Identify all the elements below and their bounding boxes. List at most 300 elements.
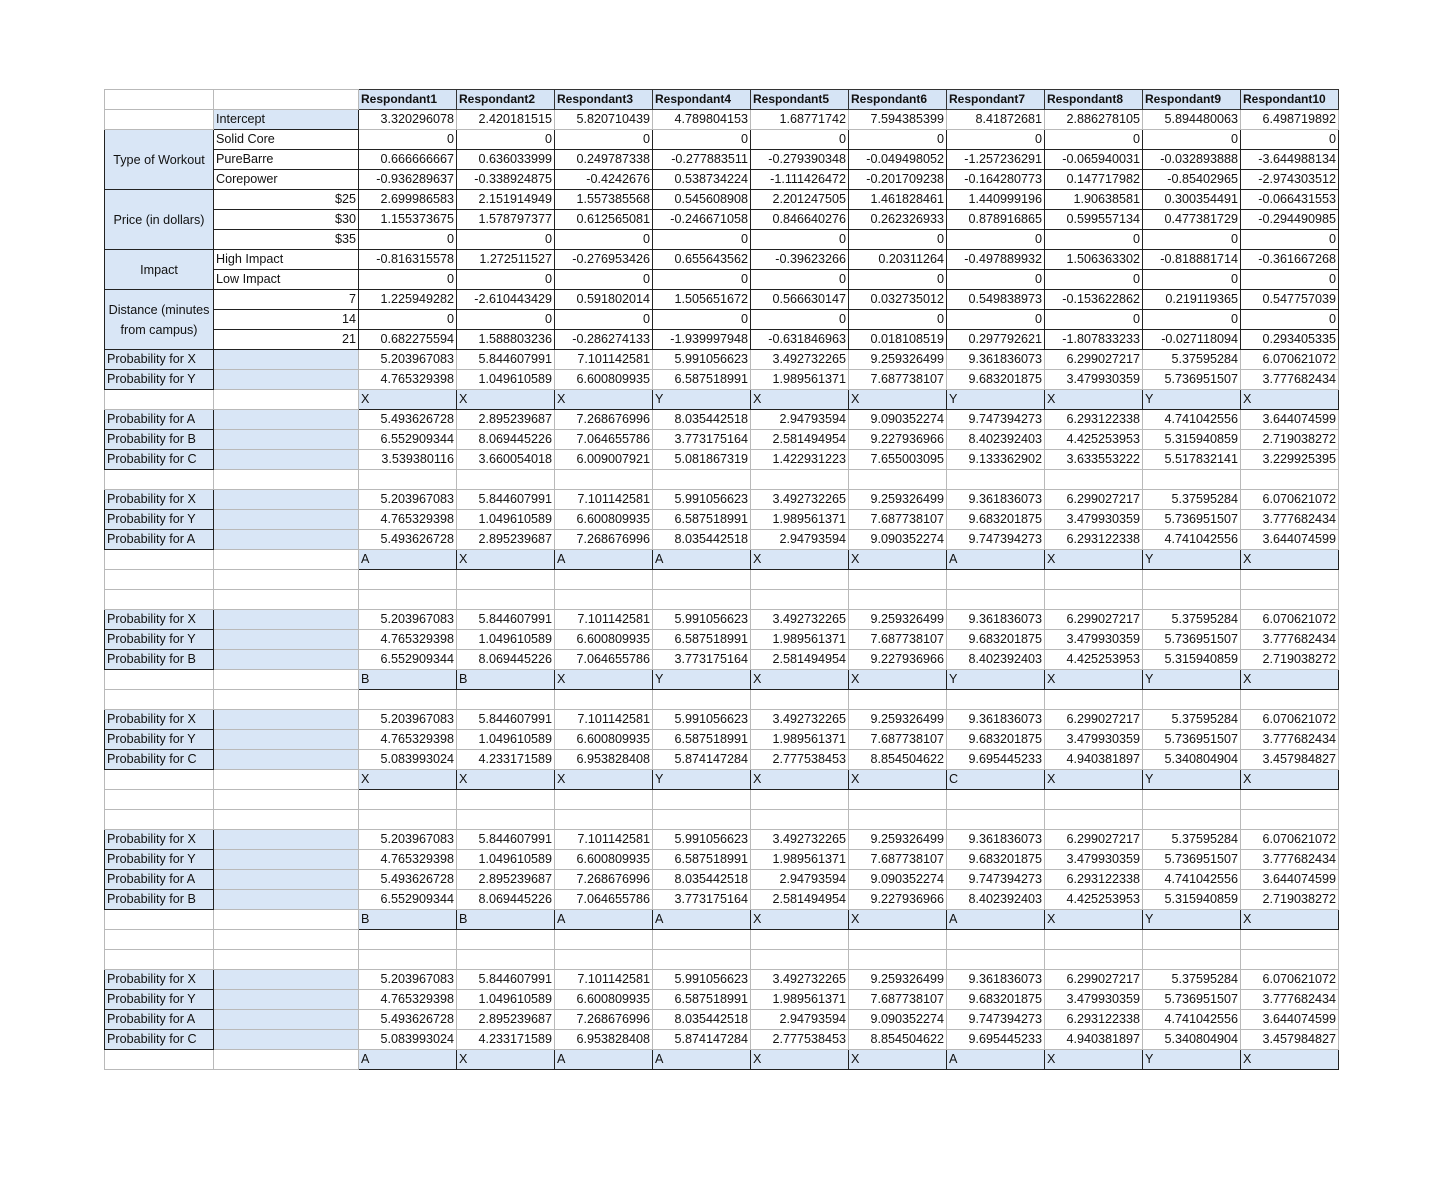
empty-cell[interactable]: [214, 790, 359, 810]
value-cell[interactable]: 6.293122338: [1045, 1010, 1143, 1030]
choice-cell[interactable]: A: [359, 550, 457, 570]
value-cell[interactable]: 5.37595284: [1143, 490, 1241, 510]
probability-label[interactable]: Probability for C: [105, 450, 214, 470]
value-cell[interactable]: 0.262326933: [849, 210, 947, 230]
value-cell[interactable]: 5.874147284: [653, 750, 751, 770]
value-cell[interactable]: 8.41872681: [947, 110, 1045, 130]
value-cell[interactable]: 9.227936966: [849, 650, 947, 670]
value-cell[interactable]: 9.090352274: [849, 410, 947, 430]
value-cell[interactable]: 0: [1045, 230, 1143, 250]
empty-cell[interactable]: [214, 370, 359, 390]
empty-cell[interactable]: [555, 570, 653, 590]
value-cell[interactable]: 7.101142581: [555, 830, 653, 850]
value-cell[interactable]: 0: [457, 310, 555, 330]
choice-cell[interactable]: X: [1241, 770, 1339, 790]
value-cell[interactable]: 2.94793594: [751, 1010, 849, 1030]
value-cell[interactable]: -0.936289637: [359, 170, 457, 190]
empty-cell[interactable]: [214, 850, 359, 870]
value-cell[interactable]: -0.39623266: [751, 250, 849, 270]
value-cell[interactable]: 0.249787338: [555, 150, 653, 170]
value-cell[interactable]: 3.644074599: [1241, 410, 1339, 430]
empty-cell[interactable]: [214, 530, 359, 550]
value-cell[interactable]: 3.457984827: [1241, 1030, 1339, 1050]
empty-cell[interactable]: [947, 570, 1045, 590]
value-cell[interactable]: 6.600809935: [555, 630, 653, 650]
value-cell[interactable]: -1.807833233: [1045, 330, 1143, 350]
choice-cell[interactable]: X: [849, 1050, 947, 1070]
choice-cell[interactable]: A: [359, 1050, 457, 1070]
value-cell[interactable]: 0.147717982: [1045, 170, 1143, 190]
value-cell[interactable]: 1.588803236: [457, 330, 555, 350]
value-cell[interactable]: 0.636033999: [457, 150, 555, 170]
value-cell[interactable]: 4.741042556: [1143, 410, 1241, 430]
empty-cell[interactable]: [849, 570, 947, 590]
value-cell[interactable]: -0.294490985: [1241, 210, 1339, 230]
value-cell[interactable]: 2.581494954: [751, 890, 849, 910]
value-cell[interactable]: 9.259326499: [849, 350, 947, 370]
empty-cell[interactable]: [653, 470, 751, 490]
empty-cell[interactable]: [1045, 810, 1143, 830]
value-cell[interactable]: 0: [849, 270, 947, 290]
empty-cell[interactable]: [1241, 690, 1339, 710]
empty-cell[interactable]: [457, 930, 555, 950]
probability-label[interactable]: Probability for Y: [105, 730, 214, 750]
empty-cell[interactable]: [214, 910, 359, 930]
empty-cell[interactable]: [1143, 930, 1241, 950]
empty-cell[interactable]: [653, 590, 751, 610]
empty-cell[interactable]: [849, 810, 947, 830]
value-cell[interactable]: 5.844607991: [457, 710, 555, 730]
value-cell[interactable]: 0.20311264: [849, 250, 947, 270]
value-cell[interactable]: 1.557385568: [555, 190, 653, 210]
probability-label[interactable]: Probability for X: [105, 830, 214, 850]
value-cell[interactable]: 3.633553222: [1045, 450, 1143, 470]
value-cell[interactable]: 0: [1241, 130, 1339, 150]
value-cell[interactable]: 8.035442518: [653, 1010, 751, 1030]
choice-cell[interactable]: X: [1045, 910, 1143, 930]
value-cell[interactable]: 3.644074599: [1241, 530, 1339, 550]
group-label[interactable]: Distance (minutes from campus): [105, 290, 214, 350]
value-cell[interactable]: 1.506363302: [1045, 250, 1143, 270]
value-cell[interactable]: 0.846640276: [751, 210, 849, 230]
value-cell[interactable]: 9.747394273: [947, 530, 1045, 550]
value-cell[interactable]: 8.035442518: [653, 410, 751, 430]
value-cell[interactable]: 4.765329398: [359, 990, 457, 1010]
value-cell[interactable]: 0: [653, 270, 751, 290]
value-cell[interactable]: 5.493626728: [359, 530, 457, 550]
level-label[interactable]: Corepower: [214, 170, 359, 190]
empty-cell[interactable]: [947, 810, 1045, 830]
empty-cell[interactable]: [849, 690, 947, 710]
value-cell[interactable]: 6.299027217: [1045, 350, 1143, 370]
choice-cell[interactable]: A: [947, 910, 1045, 930]
empty-cell[interactable]: [214, 610, 359, 630]
value-cell[interactable]: 9.683201875: [947, 370, 1045, 390]
value-cell[interactable]: 7.101142581: [555, 610, 653, 630]
value-cell[interactable]: 5.844607991: [457, 490, 555, 510]
value-cell[interactable]: 3.479930359: [1045, 510, 1143, 530]
empty-cell[interactable]: [1241, 590, 1339, 610]
choice-cell[interactable]: X: [849, 550, 947, 570]
value-cell[interactable]: -2.974303512: [1241, 170, 1339, 190]
value-cell[interactable]: 9.683201875: [947, 730, 1045, 750]
value-cell[interactable]: 1.049610589: [457, 630, 555, 650]
column-header[interactable]: Respondant6: [849, 90, 947, 110]
value-cell[interactable]: -0.027118094: [1143, 330, 1241, 350]
value-cell[interactable]: 5.340804904: [1143, 1030, 1241, 1050]
value-cell[interactable]: 0.545608908: [653, 190, 751, 210]
empty-cell[interactable]: [214, 630, 359, 650]
level-label[interactable]: Low Impact: [214, 270, 359, 290]
empty-cell[interactable]: [1143, 570, 1241, 590]
value-cell[interactable]: 3.777682434: [1241, 630, 1339, 650]
value-cell[interactable]: 0: [555, 270, 653, 290]
level-label[interactable]: 14: [214, 310, 359, 330]
probability-label[interactable]: Probability for X: [105, 350, 214, 370]
choice-cell[interactable]: X: [751, 770, 849, 790]
value-cell[interactable]: -0.497889932: [947, 250, 1045, 270]
value-cell[interactable]: 5.203967083: [359, 350, 457, 370]
empty-cell[interactable]: [214, 730, 359, 750]
value-cell[interactable]: 1.049610589: [457, 730, 555, 750]
value-cell[interactable]: 8.069445226: [457, 890, 555, 910]
value-cell[interactable]: 0.293405335: [1241, 330, 1339, 350]
value-cell[interactable]: 7.268676996: [555, 410, 653, 430]
choice-cell[interactable]: X: [457, 550, 555, 570]
value-cell[interactable]: 6.070621072: [1241, 830, 1339, 850]
value-cell[interactable]: 5.37595284: [1143, 830, 1241, 850]
value-cell[interactable]: 5.844607991: [457, 350, 555, 370]
value-cell[interactable]: 0: [947, 130, 1045, 150]
empty-cell[interactable]: [359, 590, 457, 610]
value-cell[interactable]: 0: [457, 230, 555, 250]
value-cell[interactable]: 9.747394273: [947, 870, 1045, 890]
empty-cell[interactable]: [105, 90, 214, 110]
empty-cell[interactable]: [359, 810, 457, 830]
choice-cell[interactable]: Y: [653, 670, 751, 690]
value-cell[interactable]: 0.032735012: [849, 290, 947, 310]
value-cell[interactable]: 6.009007921: [555, 450, 653, 470]
value-cell[interactable]: 7.101142581: [555, 710, 653, 730]
level-label[interactable]: High Impact: [214, 250, 359, 270]
value-cell[interactable]: 0.682275594: [359, 330, 457, 350]
choice-cell[interactable]: B: [359, 910, 457, 930]
choice-cell[interactable]: A: [555, 550, 653, 570]
value-cell[interactable]: 0: [1045, 310, 1143, 330]
choice-cell[interactable]: B: [359, 670, 457, 690]
value-cell[interactable]: 5.203967083: [359, 490, 457, 510]
value-cell[interactable]: 0: [1143, 270, 1241, 290]
value-cell[interactable]: 6.587518991: [653, 630, 751, 650]
value-cell[interactable]: 9.361836073: [947, 610, 1045, 630]
value-cell[interactable]: 7.101142581: [555, 350, 653, 370]
choice-cell[interactable]: Y: [653, 770, 751, 790]
value-cell[interactable]: 6.552909344: [359, 890, 457, 910]
empty-cell[interactable]: [751, 570, 849, 590]
choice-cell[interactable]: X: [1241, 390, 1339, 410]
value-cell[interactable]: 5.203967083: [359, 710, 457, 730]
value-cell[interactable]: 6.070621072: [1241, 490, 1339, 510]
group-label[interactable]: Impact: [105, 250, 214, 290]
empty-cell[interactable]: [214, 1050, 359, 1070]
value-cell[interactable]: 6.552909344: [359, 430, 457, 450]
value-cell[interactable]: 4.233171589: [457, 1030, 555, 1050]
empty-cell[interactable]: [214, 590, 359, 610]
value-cell[interactable]: 6.587518991: [653, 370, 751, 390]
empty-cell[interactable]: [105, 690, 214, 710]
empty-cell[interactable]: [214, 1030, 359, 1050]
value-cell[interactable]: 1.989561371: [751, 510, 849, 530]
value-cell[interactable]: 0.612565081: [555, 210, 653, 230]
value-cell[interactable]: -0.85402965: [1143, 170, 1241, 190]
value-cell[interactable]: 3.777682434: [1241, 370, 1339, 390]
empty-cell[interactable]: [105, 790, 214, 810]
value-cell[interactable]: 0: [1143, 310, 1241, 330]
empty-cell[interactable]: [1045, 570, 1143, 590]
value-cell[interactable]: 9.259326499: [849, 830, 947, 850]
empty-cell[interactable]: [555, 930, 653, 950]
level-label[interactable]: Solid Core: [214, 130, 359, 150]
value-cell[interactable]: 0: [947, 270, 1045, 290]
empty-cell[interactable]: [105, 570, 214, 590]
value-cell[interactable]: 3.492732265: [751, 350, 849, 370]
value-cell[interactable]: 7.594385399: [849, 110, 947, 130]
empty-cell[interactable]: [214, 710, 359, 730]
value-cell[interactable]: -0.246671058: [653, 210, 751, 230]
empty-cell[interactable]: [1045, 470, 1143, 490]
value-cell[interactable]: 4.789804153: [653, 110, 751, 130]
value-cell[interactable]: 3.773175164: [653, 650, 751, 670]
empty-cell[interactable]: [751, 950, 849, 970]
value-cell[interactable]: 8.854504622: [849, 1030, 947, 1050]
value-cell[interactable]: 2.581494954: [751, 430, 849, 450]
value-cell[interactable]: 9.361836073: [947, 710, 1045, 730]
empty-cell[interactable]: [214, 90, 359, 110]
probability-label[interactable]: Probability for Y: [105, 370, 214, 390]
choice-cell[interactable]: X: [1045, 550, 1143, 570]
empty-cell[interactable]: [849, 470, 947, 490]
empty-cell[interactable]: [849, 930, 947, 950]
value-cell[interactable]: 6.070621072: [1241, 710, 1339, 730]
value-cell[interactable]: 0.878916865: [947, 210, 1045, 230]
value-cell[interactable]: 5.203967083: [359, 830, 457, 850]
value-cell[interactable]: 2.895239687: [457, 1010, 555, 1030]
empty-cell[interactable]: [1143, 950, 1241, 970]
empty-cell[interactable]: [214, 770, 359, 790]
choice-cell[interactable]: X: [555, 770, 653, 790]
empty-cell[interactable]: [214, 650, 359, 670]
value-cell[interactable]: 1.989561371: [751, 850, 849, 870]
choice-cell[interactable]: B: [457, 670, 555, 690]
value-cell[interactable]: 9.695445233: [947, 750, 1045, 770]
value-cell[interactable]: -0.4242676: [555, 170, 653, 190]
value-cell[interactable]: 7.655003095: [849, 450, 947, 470]
value-cell[interactable]: 8.035442518: [653, 530, 751, 550]
value-cell[interactable]: 5.517832141: [1143, 450, 1241, 470]
value-cell[interactable]: 5.991056623: [653, 830, 751, 850]
column-header[interactable]: Respondant3: [555, 90, 653, 110]
choice-cell[interactable]: X: [1241, 670, 1339, 690]
empty-cell[interactable]: [751, 590, 849, 610]
choice-cell[interactable]: Y: [1143, 390, 1241, 410]
empty-cell[interactable]: [1045, 950, 1143, 970]
value-cell[interactable]: 7.064655786: [555, 890, 653, 910]
value-cell[interactable]: 5.894480063: [1143, 110, 1241, 130]
value-cell[interactable]: 5.083993024: [359, 1030, 457, 1050]
empty-cell[interactable]: [849, 790, 947, 810]
empty-cell[interactable]: [214, 830, 359, 850]
value-cell[interactable]: 6.293122338: [1045, 410, 1143, 430]
value-cell[interactable]: 5.315940859: [1143, 890, 1241, 910]
empty-cell[interactable]: [653, 950, 751, 970]
empty-cell[interactable]: [359, 570, 457, 590]
probability-label[interactable]: Probability for B: [105, 430, 214, 450]
empty-cell[interactable]: [214, 510, 359, 530]
value-cell[interactable]: -0.066431553: [1241, 190, 1339, 210]
choice-cell[interactable]: A: [947, 1050, 1045, 1070]
empty-cell[interactable]: [653, 790, 751, 810]
value-cell[interactable]: 1.90638581: [1045, 190, 1143, 210]
value-cell[interactable]: 5.736951507: [1143, 370, 1241, 390]
value-cell[interactable]: 3.773175164: [653, 430, 751, 450]
value-cell[interactable]: 4.741042556: [1143, 530, 1241, 550]
value-cell[interactable]: 5.874147284: [653, 1030, 751, 1050]
value-cell[interactable]: 2.581494954: [751, 650, 849, 670]
value-cell[interactable]: 4.765329398: [359, 510, 457, 530]
empty-cell[interactable]: [849, 590, 947, 610]
level-label[interactable]: 21: [214, 330, 359, 350]
choice-cell[interactable]: X: [849, 770, 947, 790]
value-cell[interactable]: 5.37595284: [1143, 970, 1241, 990]
choice-cell[interactable]: X: [457, 770, 555, 790]
value-cell[interactable]: 3.492732265: [751, 610, 849, 630]
probability-label[interactable]: Probability for B: [105, 890, 214, 910]
choice-cell[interactable]: X: [555, 670, 653, 690]
choice-cell[interactable]: Y: [947, 390, 1045, 410]
value-cell[interactable]: 1.155373675: [359, 210, 457, 230]
choice-cell[interactable]: X: [751, 550, 849, 570]
value-cell[interactable]: 7.687738107: [849, 990, 947, 1010]
probability-label[interactable]: Probability for B: [105, 650, 214, 670]
choice-cell[interactable]: X: [457, 390, 555, 410]
value-cell[interactable]: 5.203967083: [359, 970, 457, 990]
value-cell[interactable]: 0: [849, 130, 947, 150]
value-cell[interactable]: 5.991056623: [653, 350, 751, 370]
choice-cell[interactable]: Y: [1143, 550, 1241, 570]
value-cell[interactable]: 4.765329398: [359, 850, 457, 870]
value-cell[interactable]: 9.361836073: [947, 350, 1045, 370]
choice-cell[interactable]: X: [849, 910, 947, 930]
value-cell[interactable]: 4.233171589: [457, 750, 555, 770]
value-cell[interactable]: 4.425253953: [1045, 890, 1143, 910]
choice-cell[interactable]: Y: [947, 670, 1045, 690]
value-cell[interactable]: 6.600809935: [555, 990, 653, 1010]
probability-label[interactable]: Probability for A: [105, 410, 214, 430]
value-cell[interactable]: 0: [751, 310, 849, 330]
empty-cell[interactable]: [214, 570, 359, 590]
value-cell[interactable]: 5.736951507: [1143, 990, 1241, 1010]
value-cell[interactable]: 9.361836073: [947, 490, 1045, 510]
value-cell[interactable]: 7.064655786: [555, 650, 653, 670]
empty-cell[interactable]: [214, 350, 359, 370]
attribute-label[interactable]: Intercept: [214, 110, 359, 130]
value-cell[interactable]: 0: [653, 230, 751, 250]
value-cell[interactable]: 9.259326499: [849, 970, 947, 990]
value-cell[interactable]: 3.479930359: [1045, 850, 1143, 870]
value-cell[interactable]: 4.741042556: [1143, 1010, 1241, 1030]
value-cell[interactable]: 9.695445233: [947, 1030, 1045, 1050]
empty-cell[interactable]: [105, 950, 214, 970]
value-cell[interactable]: 9.683201875: [947, 850, 1045, 870]
value-cell[interactable]: 0.297792621: [947, 330, 1045, 350]
empty-cell[interactable]: [1143, 470, 1241, 490]
column-header[interactable]: Respondant1: [359, 90, 457, 110]
value-cell[interactable]: 4.765329398: [359, 370, 457, 390]
value-cell[interactable]: 3.479930359: [1045, 990, 1143, 1010]
choice-cell[interactable]: X: [751, 910, 849, 930]
value-cell[interactable]: 1.68771742: [751, 110, 849, 130]
empty-cell[interactable]: [457, 470, 555, 490]
value-cell[interactable]: 2.895239687: [457, 410, 555, 430]
value-cell[interactable]: 0.547757039: [1241, 290, 1339, 310]
empty-cell[interactable]: [555, 590, 653, 610]
empty-cell[interactable]: [359, 930, 457, 950]
empty-cell[interactable]: [653, 930, 751, 950]
value-cell[interactable]: 3.777682434: [1241, 990, 1339, 1010]
value-cell[interactable]: 8.402392403: [947, 430, 1045, 450]
probability-label[interactable]: Probability for Y: [105, 630, 214, 650]
empty-cell[interactable]: [457, 810, 555, 830]
value-cell[interactable]: 0.566630147: [751, 290, 849, 310]
value-cell[interactable]: 0: [555, 310, 653, 330]
empty-cell[interactable]: [214, 550, 359, 570]
column-header[interactable]: Respondant5: [751, 90, 849, 110]
empty-cell[interactable]: [214, 470, 359, 490]
value-cell[interactable]: 6.070621072: [1241, 970, 1339, 990]
value-cell[interactable]: 5.844607991: [457, 830, 555, 850]
choice-cell[interactable]: X: [1045, 670, 1143, 690]
value-cell[interactable]: -0.201709238: [849, 170, 947, 190]
value-cell[interactable]: 0: [359, 230, 457, 250]
choice-cell[interactable]: A: [653, 1050, 751, 1070]
value-cell[interactable]: 9.259326499: [849, 490, 947, 510]
value-cell[interactable]: -0.032893888: [1143, 150, 1241, 170]
value-cell[interactable]: -0.153622862: [1045, 290, 1143, 310]
level-label[interactable]: $30: [214, 210, 359, 230]
value-cell[interactable]: 0: [849, 310, 947, 330]
value-cell[interactable]: 4.940381897: [1045, 1030, 1143, 1050]
value-cell[interactable]: 9.683201875: [947, 990, 1045, 1010]
value-cell[interactable]: 0: [1241, 310, 1339, 330]
value-cell[interactable]: 5.315940859: [1143, 430, 1241, 450]
value-cell[interactable]: 3.320296078: [359, 110, 457, 130]
choice-cell[interactable]: X: [849, 670, 947, 690]
value-cell[interactable]: 2.895239687: [457, 870, 555, 890]
value-cell[interactable]: -0.631846963: [751, 330, 849, 350]
value-cell[interactable]: -2.610443429: [457, 290, 555, 310]
value-cell[interactable]: 6.587518991: [653, 990, 751, 1010]
choice-cell[interactable]: X: [1045, 390, 1143, 410]
empty-cell[interactable]: [947, 790, 1045, 810]
value-cell[interactable]: 5.736951507: [1143, 510, 1241, 530]
value-cell[interactable]: 3.777682434: [1241, 850, 1339, 870]
probability-label[interactable]: Probability for C: [105, 750, 214, 770]
value-cell[interactable]: 5.493626728: [359, 410, 457, 430]
choice-cell[interactable]: A: [947, 550, 1045, 570]
empty-cell[interactable]: [555, 690, 653, 710]
empty-cell[interactable]: [105, 470, 214, 490]
choice-cell[interactable]: Y: [1143, 670, 1241, 690]
